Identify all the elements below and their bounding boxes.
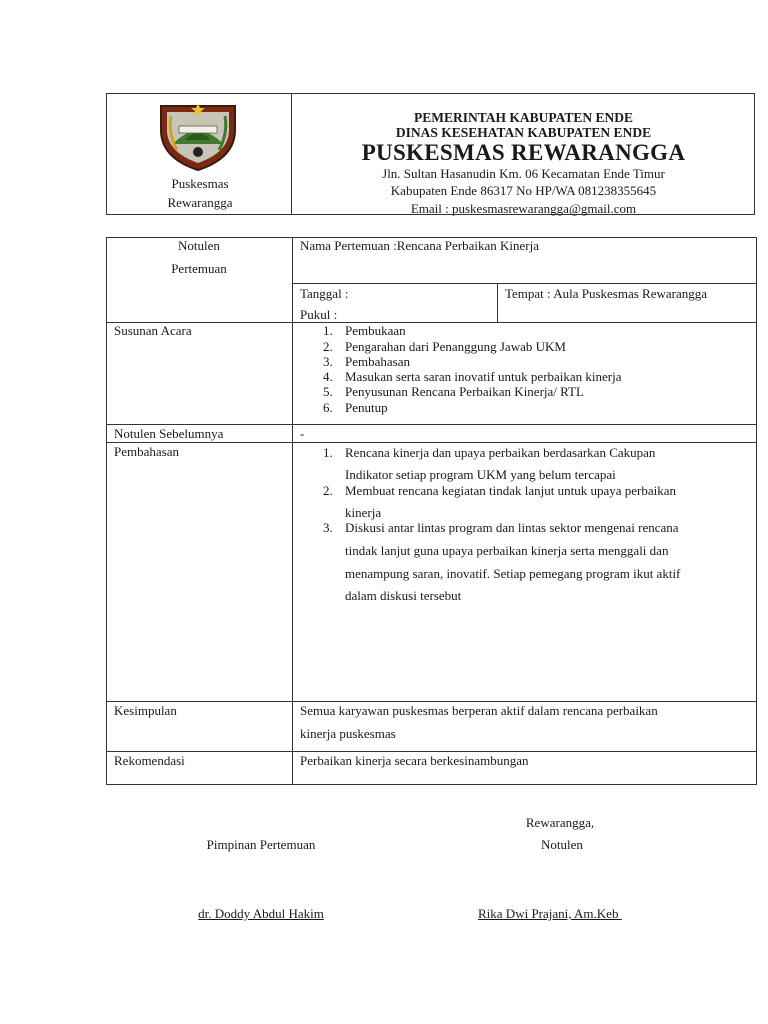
table-row-divider [292,283,756,284]
table-row-divider [106,442,757,443]
meeting-time: Pukul : [300,307,338,322]
logo-caption [140,174,260,212]
recommendation-label: Rekomendasi [114,753,185,768]
list-text: dalam diskusi tersebut [345,588,462,603]
table-row-divider [106,322,757,323]
table-border-right [756,237,757,785]
previous-minutes-value: - [300,426,305,441]
logo-caption-line1: Puskesmas [171,176,229,191]
address-line-2: Kabupaten Ende 86317 No HP/WA 081238355645 [390,183,657,198]
list-text: Pembahasan [345,354,410,369]
signature-place: Rewarangga, [525,815,595,830]
notulen-label-line1: Notulen [178,238,220,253]
signature-left-role: Pimpinan Pertemuan [206,837,316,852]
list-number: 6. [323,400,333,415]
list-text: Masukan serta saran inovatif untuk perbaikan kinerja [345,369,622,384]
signature-right-name: Rika Dwi Prajani, Am.Keb [478,906,622,921]
table-row-divider [106,751,757,752]
list-number: 4. [323,369,333,384]
org-line-2: DINAS KESEHATAN KABUPATEN ENDE [395,125,652,140]
list-text: Membuat rencana kegiatan tindak lanjut untuk upaya perbaikan [345,483,677,498]
agenda-label: Susunan Acara [114,323,192,338]
list-text: Penutup [345,400,388,415]
conclusion-line2: kinerja puskesmas [300,726,396,741]
previous-minutes-label: Notulen Sebelumnya [114,426,224,441]
list-text: kinerja [345,505,382,520]
list-number: 5. [323,384,333,399]
signature-left-name: dr. Doddy Abdul Hakim [198,906,324,921]
address-line-1: Jln. Sultan Hasanudin Km. 06 Kecamatan Ende Timur [382,166,665,181]
recommendation-value: Perbaikan kinerja secara berkesinambungan [300,753,529,768]
list-text: Pembukaan [345,323,406,338]
list-number: 2. [323,339,333,354]
table-border-bottom [106,784,757,785]
list-number: 3. [323,354,333,369]
table-row-divider [106,424,757,425]
list-text: tindak lanjut guna upaya perbaikan kinerja serta menggali dan [345,543,669,558]
list-text: Diskusi antar lintas program dan lintas sektor mengenai rencana [345,520,679,535]
email-line: Email : puskesmasrewarangga@gmail.com [410,201,637,216]
logo-caption-line2: Rewarangga [167,195,233,210]
table-border-left [106,237,107,785]
list-number: 3. [323,520,333,535]
notulen-label-line2: Pertemuan [171,261,227,276]
discussion-label: Pembahasan [114,444,179,459]
list-number: 1. [323,323,333,338]
conclusion-line1: Semua karyawan puskesmas berperan aktif dalam rencana perbaikan [300,703,658,718]
meeting-date: Tanggal : [300,286,349,301]
list-number: 2. [323,483,333,498]
table-column-divider [292,237,293,785]
list-text: Rencana kinerja dan upaya perbaikan berdasarkan Cakupan [345,445,656,460]
list-number: 1. [323,445,333,460]
list-text: menampung saran, inovatif. Setiap pemegang program ikut aktif [345,566,681,581]
meeting-place: Tempat : Aula Puskesmas Rewarangga [505,286,707,301]
conclusion-label: Kesimpulan [114,703,177,718]
signature-right-role: Notulen [541,837,583,852]
meeting-name: Nama Pertemuan :Rencana Perbaikan Kinerja [300,238,539,253]
org-name: PUSKESMAS REWARANGGA [361,140,686,165]
regency-emblem-icon [155,100,241,172]
table-row-divider [106,701,757,702]
list-text: Pengarahan dari Penanggung Jawab UKM [345,339,566,354]
list-text: Indikator setiap program UKM yang belum tercapai [345,467,616,482]
table-cell-divider [497,283,498,322]
list-text: Penyusunan Rencana Perbaikan Kinerja/ RTL [345,384,584,399]
org-line-1: PEMERINTAH KABUPATEN ENDE [413,110,633,125]
